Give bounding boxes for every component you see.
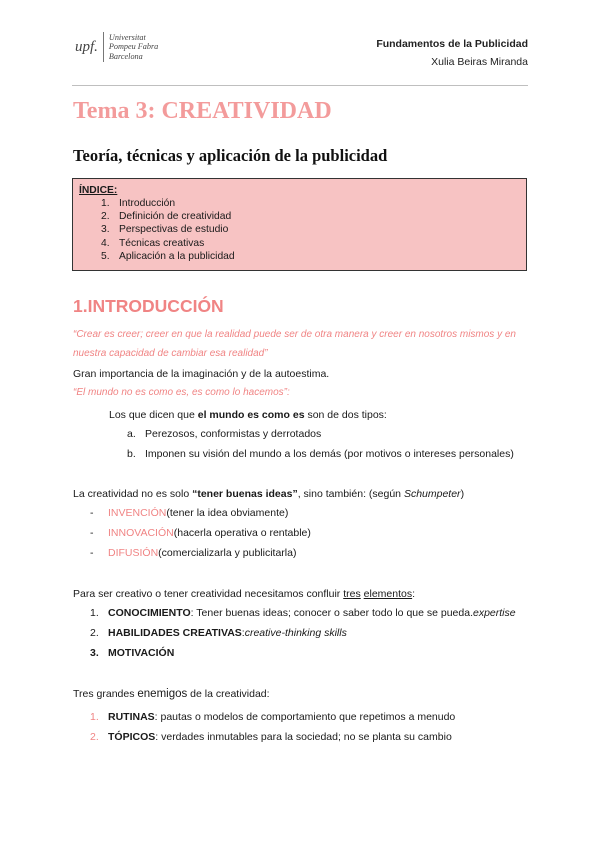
course-name: Fundamentos de la Publicidad <box>376 38 528 50</box>
index-item: 1. Introducción <box>101 198 176 209</box>
page-title: Tema 3: CREATIVIDAD <box>73 98 332 124</box>
section-heading: 1.INTRODUCCIÓN <box>73 296 224 316</box>
author-name: Xulia Beiras Miranda <box>431 56 528 68</box>
page-subtitle: Teoría, técnicas y aplicación de la publicidad <box>73 146 388 165</box>
paragraph: Los que dicen que el mundo es como es son de dos tipos: <box>109 409 387 421</box>
logo-text: Universitat Pompeu Fabra Barcelona <box>108 32 159 61</box>
quote: “El mundo no es como es, es como lo hacemos”: <box>73 387 290 398</box>
list-item: 2. HABILIDADES CREATIVAS : creative-thinking skills <box>90 627 347 639</box>
index-item: 2. Definición de creatividad <box>101 211 232 223</box>
upf-logo <box>75 30 175 64</box>
page-header <box>376 38 528 68</box>
index-item: 4. Técnicas creativas <box>101 237 205 249</box>
index-heading: ÍNDICE: <box>79 185 118 196</box>
paragraph: Para ser creativo o tener creatividad necesitamos confluir tres elementos: <box>73 588 416 600</box>
index-box <box>72 178 527 271</box>
paragraph: Tres grandes enemigos de la creatividad: <box>73 688 270 700</box>
list-item: 3. MOTIVACIÓN <box>90 647 175 659</box>
header-divider <box>72 85 528 86</box>
list-item: - DIFUSIÓN (comercializarla y publicitarla) <box>90 547 297 559</box>
logo-mark: upf. <box>75 32 104 62</box>
paragraph: Gran importancia de la imaginación y de la autoestima. <box>73 368 330 380</box>
list-item: 2. TÓPICOS : verdades inmutables para la sociedad; no se planta su cambio <box>90 731 452 743</box>
index-item: 3. Perspectivas de estudio <box>101 224 229 236</box>
list-item: a. Perezosos, conformistas y derrotados <box>127 428 322 440</box>
list-item: 1. CONOCIMIENTO : Tener buenas ideas; conocer o saber todo lo que se pueda. expertise <box>90 607 516 619</box>
index-item: 5. Aplicación a la publicidad <box>101 250 235 262</box>
paragraph: La creatividad no es solo “tener buenas ideas”, sino también: (según Schumpeter) <box>73 488 465 500</box>
quote: “Crear es creer; creer en que la realidad puede ser de otra manera y creer en nosotros mismos y en nuestra capacidad de cambiar esa realidad” <box>73 329 516 359</box>
list-item: b. Imponen su visión del mundo a los demás (por motivos o intereses personales) <box>127 448 514 460</box>
list-item: - INVENCIÓN (tener la idea obviamente) <box>90 507 289 519</box>
list-item: - INNOVACIÓN (hacerla operativa o rentable) <box>90 527 311 539</box>
list-item: 1. RUTINAS : pautas o modelos de comportamiento que repetimos a menudo <box>90 711 456 723</box>
